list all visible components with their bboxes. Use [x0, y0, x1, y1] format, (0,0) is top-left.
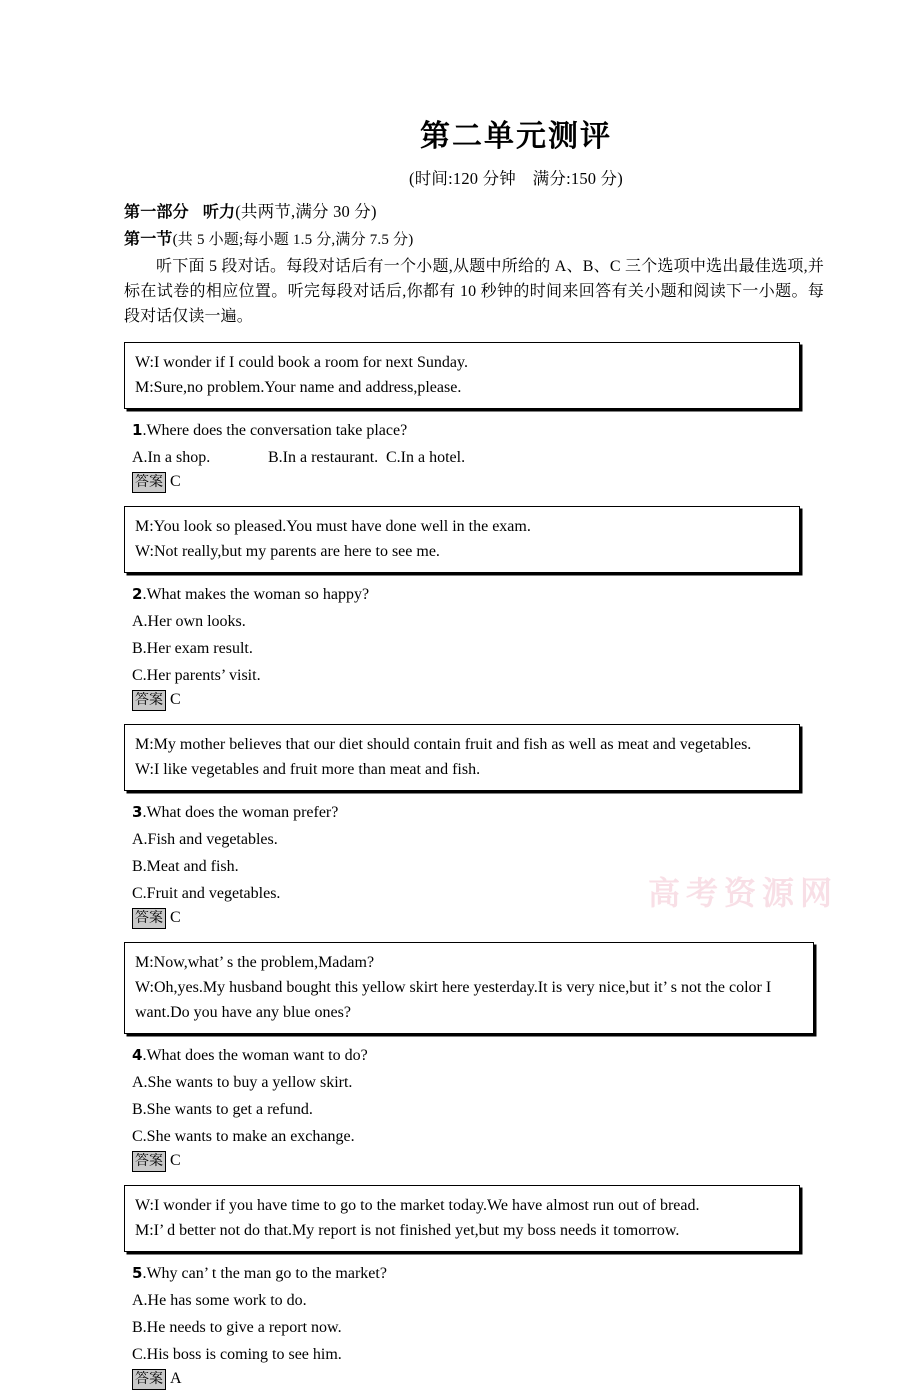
question-number: 5: [132, 1263, 143, 1282]
answer-label-badge: 答案: [132, 690, 166, 711]
answer-row: [124, 906, 824, 929]
answer-value: A: [170, 1369, 182, 1387]
dialog-box: [124, 1185, 800, 1252]
answer-label-badge: 答案: [132, 1369, 166, 1390]
question-stem: [124, 800, 824, 825]
option-a[interactable]: A.He has some work to do.: [132, 1291, 307, 1309]
section-meta: (共 5 小题;每小题 1.5 分,满分 7.5 分): [172, 231, 414, 248]
option-b[interactable]: B.In a restaurant.: [268, 448, 379, 466]
option-b[interactable]: B.Her exam result.: [132, 639, 253, 657]
option-c[interactable]: C.In a hotel.: [386, 448, 466, 466]
question: [124, 800, 824, 929]
question-stem-text: .What does the woman prefer?: [142, 803, 339, 821]
question: [124, 582, 824, 711]
question-block: [124, 942, 824, 1172]
question-stem: [124, 1043, 824, 1068]
part-label: 第一部分: [124, 201, 189, 221]
question-stem: [124, 1261, 824, 1286]
question-block: [124, 724, 824, 929]
dialog-line: W:Not really,but my parents are here to see me.: [135, 542, 440, 560]
option-b[interactable]: B.Meat and fish.: [132, 857, 239, 875]
dialog-line: M:Now,what’ s the problem,Madam?: [135, 953, 375, 971]
question: [124, 1043, 824, 1172]
directions-paragraph: 听下面 5 段对话。每段对话后有一个小题,从题中所给的 A、B、C 三个选项中选出最佳选项,并标在试卷的相应位置。听完每段对话后,你都有 10 秒钟的时间来回答有关小题和阅读下一小题。每段对话仅读一遍。: [124, 257, 824, 325]
dialog-line: W:Oh,yes.My husband bought this yellow skirt here yesterday.It is very nice,but it’ s not the color I want.Do you have any blue ones?: [135, 978, 772, 1021]
dialog-line: M:I’ d better not do that.My report is not finished yet,but my boss needs it tomorrow.: [135, 1221, 680, 1239]
answer-row: [124, 1367, 824, 1390]
question-list: [124, 342, 824, 1390]
question: [124, 418, 824, 493]
exam-subtitle: (时间:120 分钟 满分:150 分): [409, 168, 623, 188]
dialog-line: W:I wonder if you have time to go to the market today.We have almost run out of bread.: [135, 1196, 700, 1214]
answer-value: C: [170, 908, 181, 926]
answer-value: C: [170, 472, 181, 490]
dialog-box: [124, 724, 800, 791]
watermark-text: 高考资源网: [648, 874, 839, 912]
question-number: 4: [132, 1045, 143, 1064]
dialog-line: M:You look so pleased.You must have done well in the exam.: [135, 517, 531, 535]
question-number: 2: [132, 584, 143, 603]
dialog-box: [124, 342, 800, 409]
answer-label-badge: 答案: [132, 908, 166, 929]
answer-row: [124, 470, 824, 493]
option-b[interactable]: B.He needs to give a report now.: [132, 1318, 342, 1336]
question-stem-text: .What makes the woman so happy?: [142, 585, 370, 603]
option-a[interactable]: A.In a shop.: [132, 448, 211, 466]
option-c[interactable]: C.Her parents’ visit.: [132, 666, 261, 684]
answer-label-badge: 答案: [132, 1151, 166, 1172]
answer-value: C: [170, 1151, 181, 1169]
part-name: 听力: [202, 201, 236, 221]
section-heading: [124, 222, 824, 249]
answer-row: [124, 1149, 824, 1172]
option-a[interactable]: A.She wants to buy a yellow skirt.: [132, 1073, 353, 1091]
question-block: [124, 342, 824, 493]
question-block: [124, 1185, 824, 1390]
question: [124, 1261, 824, 1390]
page-title: 第二单元测评: [420, 119, 612, 154]
part-heading: [124, 189, 824, 222]
option-row: [124, 443, 824, 470]
question-stem-text: .What does the woman want to do?: [142, 1046, 368, 1064]
question-block: [124, 506, 824, 711]
answer-row: [124, 688, 824, 711]
option-c[interactable]: C.Fruit and vegetables.: [132, 884, 281, 902]
dialog-line: W:I wonder if I could book a room for next Sunday.: [135, 353, 468, 371]
dialog-box: [124, 506, 800, 573]
question-stem: [124, 582, 824, 607]
dialog-line: W:I like vegetables and fruit more than meat and fish.: [135, 760, 481, 778]
section-label: 第一节: [124, 228, 173, 248]
question-stem-text: .Why can’ t the man go to the market?: [142, 1264, 387, 1282]
question-number: 1: [132, 420, 143, 439]
dialog-line: M:My mother believes that our diet should contain fruit and fish as well as meat and vegetables.: [135, 735, 752, 753]
answer-label-badge: 答案: [132, 472, 166, 493]
option-c[interactable]: C.His boss is coming to see him.: [132, 1345, 342, 1363]
option-a[interactable]: A.Fish and vegetables.: [132, 830, 278, 848]
question-stem-text: .Where does the conversation take place?: [142, 421, 408, 439]
dialog-line: M:Sure,no problem.Your name and address,please.: [135, 378, 462, 396]
document-content: [124, 0, 824, 1390]
answer-value: C: [170, 690, 181, 708]
option-c[interactable]: C.She wants to make an exchange.: [132, 1127, 355, 1145]
option-b[interactable]: B.She wants to get a refund.: [132, 1100, 313, 1118]
option-a[interactable]: A.Her own looks.: [132, 612, 246, 630]
question-stem: [124, 418, 824, 443]
dialog-box: [124, 942, 814, 1034]
question-number: 3: [132, 802, 143, 821]
part-meta: (共两节,满分 30 分): [235, 201, 377, 221]
